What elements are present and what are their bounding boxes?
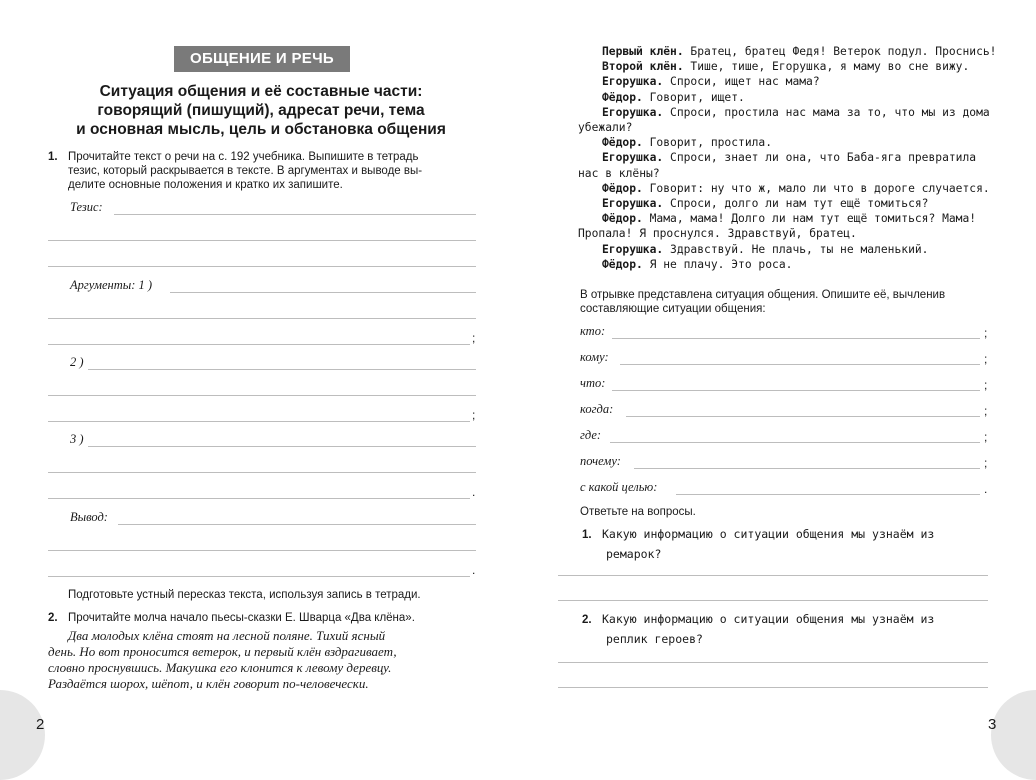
- speaker: Егорушка.: [602, 105, 664, 119]
- answer-prompt: Ответьте на вопросы.: [580, 506, 696, 518]
- field-what-line[interactable]: [612, 390, 980, 391]
- replica: Говорит: ну что ж, мало ли что в дороге случается.: [642, 181, 990, 195]
- task-1-line-1: Прочитайте текст о речи на с. 192 учебника. Выпишите в тетрадь: [68, 151, 419, 163]
- replica: Братец, братец Федя! Ветерок подул. Проснись!: [683, 45, 997, 58]
- dialogue-line: [578, 257, 1014, 272]
- dialogue-line: [578, 150, 1014, 165]
- thesis-line-1[interactable]: [114, 214, 476, 215]
- argument-1-semicolon: ;: [472, 331, 476, 345]
- dialogue-line: [578, 211, 1014, 226]
- question-1-number: 1.: [582, 529, 592, 541]
- instruction-line-1: В отрывке представлена ситуация общения. Опишите её, вычленив: [580, 289, 946, 301]
- field-to-whom-label: кому:: [580, 350, 609, 364]
- answer-1-line-2[interactable]: [558, 600, 988, 601]
- replica: Спроси, простила нас мама за то, что мы из дома: [663, 105, 990, 119]
- question-2-line-1: Какую информацию о ситуации общения мы узнаём из: [602, 612, 935, 626]
- field-purpose-punct: .: [984, 482, 988, 496]
- field-who-label: кто:: [580, 324, 606, 338]
- play-excerpt: [48, 628, 478, 692]
- field-who-line[interactable]: [612, 338, 980, 339]
- replica: Я не плачу. Это роса.: [642, 257, 793, 271]
- replica: Спроси, знает ли она, что Баба-яга превратила: [663, 151, 977, 165]
- dialogue-line: [578, 135, 1014, 150]
- replica: Мама, мама! Долго ли нам тут ещё томиться? Мама!: [642, 212, 977, 226]
- question-1-line-2: ремарок?: [606, 547, 662, 561]
- question-2: [582, 610, 1014, 649]
- play-line-2: день. Но вот проносится ветерок, и первый клён вздрагивает,: [48, 644, 397, 659]
- replica: Пропала! Я проснулся. Здравствуй, братец.: [578, 227, 857, 241]
- speaker: Егорушка.: [602, 151, 664, 165]
- field-when-label: когда:: [580, 402, 614, 416]
- corner-decoration: [991, 690, 1036, 780]
- section-badge: ОБЩЕНИЕ И РЕЧЬ: [174, 46, 350, 72]
- argument-2-line-2[interactable]: [48, 395, 476, 396]
- field-where-punct: ;: [984, 430, 988, 444]
- argument-3-line-1[interactable]: [88, 446, 476, 447]
- conclusion-line-2[interactable]: [48, 550, 476, 551]
- field-who-punct: ;: [984, 326, 988, 340]
- replica: Здравствуй. Не плачь, ты не маленький.: [663, 242, 929, 256]
- speaker: Фёдор.: [602, 181, 643, 195]
- task-2-number: 2.: [48, 612, 58, 624]
- page-number: 3: [988, 716, 997, 733]
- field-to-whom-punct: ;: [984, 352, 988, 366]
- field-where-line[interactable]: [610, 442, 980, 443]
- title-line-3: и основная мысль, цель и обстановка общения: [76, 121, 446, 138]
- thesis-label: Тезис:: [70, 200, 103, 214]
- task-1-line-2: тезис, который раскрывается в тексте. В аргументах и выводе вы-: [68, 165, 423, 177]
- thesis-line-2[interactable]: [48, 240, 476, 241]
- speaker: Егорушка.: [602, 242, 664, 256]
- question-2-number: 2.: [582, 614, 592, 626]
- argument-3-label: 3 ): [70, 432, 84, 446]
- replica: Спроси, ищет нас мама?: [663, 75, 820, 89]
- play-line-1: Два молодых клёна стоят на лесной поляне. Тихий ясный: [68, 628, 386, 643]
- question-1-line-1: Какую информацию о ситуации общения мы узнаём из: [602, 527, 935, 541]
- replica: Говорит, простила.: [642, 136, 773, 150]
- thesis-line-3[interactable]: [48, 266, 476, 267]
- field-when-line[interactable]: [626, 416, 980, 417]
- dialogue-line: [578, 120, 1014, 135]
- dialogue-line: [578, 105, 1014, 120]
- right-page: [518, 0, 1036, 750]
- argument-2-line-3[interactable]: [48, 421, 470, 422]
- play-line-4: Раздаётся шорох, шёпот, и клён говорит по-человечески.: [48, 676, 369, 691]
- replica: убежали?: [578, 121, 633, 135]
- replica: Тише, тише, Егорушка, я маму во сне вижу.: [683, 60, 970, 74]
- argument-2-semicolon: ;: [472, 408, 476, 422]
- speaker: Егорушка.: [602, 197, 664, 211]
- dialogue-line: [578, 74, 1014, 89]
- task-1-number: 1.: [48, 151, 58, 163]
- replica: Говорит, ищет.: [642, 90, 745, 104]
- dialogue-line: [578, 196, 1014, 211]
- situation-instruction: [580, 288, 1016, 316]
- field-what-label: что:: [580, 376, 606, 390]
- field-purpose-line[interactable]: [676, 494, 980, 495]
- replica: Спроси, долго ли нам тут ещё томиться?: [663, 197, 929, 211]
- speaker: Фёдор.: [602, 90, 643, 104]
- answer-1-line-1[interactable]: [558, 575, 988, 576]
- instruction-line-2: составляющие ситуации общения:: [580, 303, 766, 315]
- dialogue-line: [578, 226, 1014, 241]
- field-what-punct: ;: [984, 378, 988, 392]
- task-1: [48, 150, 478, 192]
- argument-3-line-3[interactable]: [48, 498, 470, 499]
- conclusion-line-1[interactable]: [118, 524, 476, 525]
- conclusion-line-3[interactable]: [48, 576, 470, 577]
- field-where-label: где:: [580, 428, 602, 442]
- speaker: Егорушка.: [602, 75, 664, 89]
- task-1-line-3: делите основные положения и кратко их запишите.: [68, 179, 343, 191]
- title-line-2: говорящий (пишущий), адресат речи, тема: [97, 102, 425, 119]
- speaker: Фёдор.: [602, 257, 643, 271]
- task-2: [48, 611, 478, 625]
- argument-1-line-3[interactable]: [48, 344, 470, 345]
- arguments-label: Аргументы: 1 ): [70, 278, 153, 292]
- left-page: [0, 0, 518, 750]
- speaker: Второй клён.: [602, 60, 684, 74]
- play-line-3: словно проснувшись. Макушка его клонится к левому деревцу.: [48, 660, 392, 675]
- dialogue: [578, 44, 1014, 272]
- field-why-punct: ;: [984, 456, 988, 470]
- field-when-punct: ;: [984, 404, 988, 418]
- dialogue-line: [578, 242, 1014, 257]
- conclusion-label: Вывод:: [70, 510, 108, 524]
- argument-1-line-1[interactable]: [170, 292, 476, 293]
- argument-1-line-2[interactable]: [48, 318, 476, 319]
- question-2-line-2: реплик героев?: [606, 632, 703, 646]
- dialogue-line: [578, 44, 1014, 59]
- argument-3-line-2[interactable]: [48, 472, 476, 473]
- speaker: Фёдор.: [602, 212, 643, 226]
- argument-2-label: 2 ): [70, 355, 84, 369]
- speaker: Первый клён.: [602, 45, 684, 58]
- answer-2-line-2[interactable]: [558, 687, 988, 688]
- field-why-label: почему:: [580, 454, 621, 468]
- corner-decoration: [0, 690, 45, 780]
- title-line-1: Ситуация общения и её составные части:: [99, 83, 423, 100]
- page-number: 2: [36, 716, 45, 733]
- task-2-text: Прочитайте молча начало пьесы-сказки Е. Шварца «Два клёна».: [68, 612, 415, 624]
- argument-2-line-1[interactable]: [88, 369, 476, 370]
- dialogue-line: [578, 90, 1014, 105]
- dialogue-line: [578, 59, 1014, 74]
- question-1: [582, 525, 1014, 564]
- dialogue-line: [578, 166, 1014, 181]
- field-to-whom-line[interactable]: [620, 364, 980, 365]
- field-purpose-label: с какой целью:: [580, 480, 658, 494]
- replica: нас в клёны?: [578, 166, 660, 180]
- speaker: Фёдор.: [602, 136, 643, 150]
- dialogue-line: [578, 181, 1014, 196]
- retell-instruction: Подготовьте устный пересказ текста, используя запись в тетради.: [68, 589, 421, 601]
- argument-3-period: .: [472, 485, 476, 499]
- answer-2-line-1[interactable]: [558, 662, 988, 663]
- field-why-line[interactable]: [634, 468, 980, 469]
- conclusion-period: .: [472, 563, 476, 577]
